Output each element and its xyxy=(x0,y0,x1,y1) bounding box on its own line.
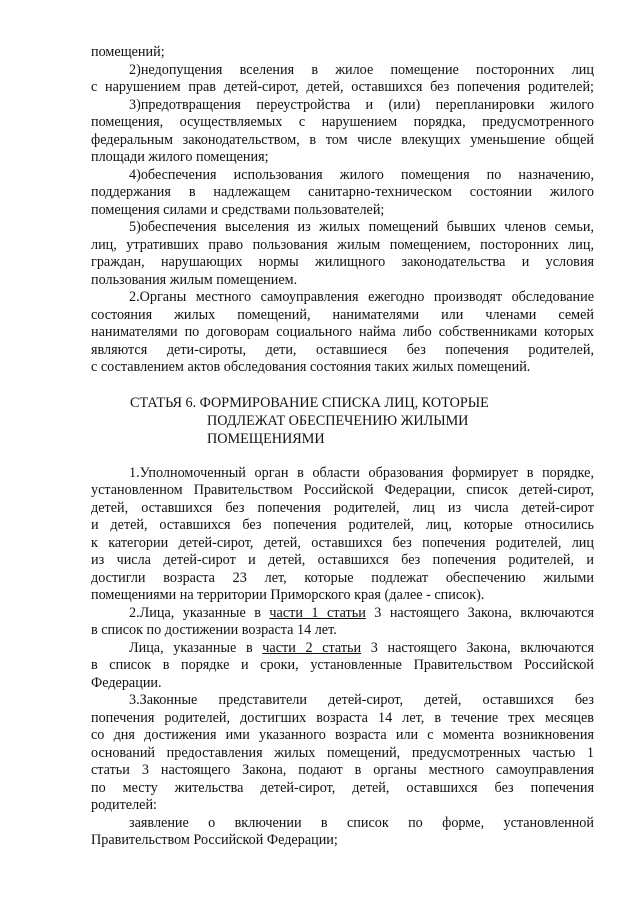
text-line: попечения родителей, достигших возраста 14 лет, в течение трех месяцев xyxy=(91,709,594,726)
text-line: нанимателями по договорам социального найма либо собственниками которых xyxy=(91,324,594,340)
article-heading: ПОМЕЩЕНИЯМИ xyxy=(207,430,325,447)
text-line: статьи 3 настоящего Закона, подают в органы местного самоуправления xyxy=(91,762,594,778)
text-line: в список в порядке и сроки, установленные Правительством Российской xyxy=(91,657,594,673)
text-line: оснований предоставления жилых помещений, предусмотренных частью 1 xyxy=(91,744,594,761)
text-line: Лица, указанные в части 2 статьи 3 настоящего Закона, включаются xyxy=(129,639,594,656)
text-line: с составлением актов обследования состояния таких жилых помещений. xyxy=(91,359,531,375)
text-line: достигли возраста 23 лет, которые подлежат обеспечению жилыми xyxy=(91,569,594,586)
text-line: пользования жилым помещением. xyxy=(91,271,298,288)
text-line: поддержания в надлежащем санитарно-техническом состоянии жилого xyxy=(91,184,594,200)
text-line: Федерации. xyxy=(91,674,162,691)
text-line: и детей, оставшихся без попечения родителей, лиц, которые относились xyxy=(91,517,594,533)
text-line: состояния жилых помещений, нанимателями или членами семей xyxy=(91,306,594,323)
text-line: с нарушением прав детей-сирот, детей, оставшихся без попечения родителей; xyxy=(91,79,594,95)
text-line: помещения силами и средствами пользователей; xyxy=(91,201,385,218)
text-line: в список по достижении возраста 14 лет. xyxy=(91,622,337,638)
text-line: из числа детей-сирот и детей, оставшихся без попечения родителей, и xyxy=(91,552,594,568)
text-line: помещения, осуществляемых с нарушением порядка, предусмотренного xyxy=(91,114,594,130)
article-heading: ПОДЛЕЖАТ ОБЕСПЕЧЕНИЮ ЖИЛЫМИ xyxy=(207,412,469,429)
text-line: 1.Уполномоченный орган в области образования формирует в порядке, xyxy=(129,464,594,481)
text-line: помещениями на территории Приморского края (далее - список). xyxy=(91,587,485,603)
text-line: со дня достижения ими указанного возраста или с момента возникновения xyxy=(91,727,594,743)
text-line: детей, оставшихся без попечения родителей, лиц из числа детей-сирот xyxy=(91,499,594,516)
text-line: родителей: xyxy=(91,797,157,813)
text-line: 2)недопущения вселения в жилое помещение посторонних лиц xyxy=(129,61,594,78)
document-body xyxy=(91,44,594,850)
text-line: установленном Правительством Российской Федерации, список детей-сирот, xyxy=(91,482,594,498)
text-line: 3.Законные представители детей-сирот, детей, оставшихся без xyxy=(129,692,594,708)
text-line: лиц, утративших право пользования жилым помещением, посторонних лиц, xyxy=(91,236,594,253)
text-line: 3)предотвращения переустройства и (или) перепланировки жилого xyxy=(129,96,594,113)
law-reference-link[interactable]: части 1 статьи xyxy=(269,604,366,621)
text-line: 4)обеспечения использования жилого помещения по назначению, xyxy=(129,166,594,183)
text-line: граждан, нарушающих нормы жилищного законодательства и условия xyxy=(91,254,594,270)
text-line: 2.Лица, указанные в части 1 статьи 3 настоящего Закона, включаются xyxy=(129,604,594,621)
text-line: 5)обеспечения выселения из жилых помещений бывших членов семьи, xyxy=(129,219,594,235)
text-line: помещений; xyxy=(91,44,165,60)
text-line: 2.Органы местного самоуправления ежегодно производят обследование xyxy=(129,289,594,305)
text-line: площади жилого помещения; xyxy=(91,149,269,165)
law-reference-link[interactable]: части 2 статьи xyxy=(262,639,362,656)
text-line: Правительством Российской Федерации; xyxy=(91,832,338,848)
text-line: заявление о включении в список по форме, установленной xyxy=(129,814,594,831)
text-line: являются дети-сироты, дети, оставшиеся без попечения родителей, xyxy=(91,341,594,358)
text-line: федеральным законодательством, в том числе влекущих уменьшение общей xyxy=(91,131,594,148)
article-heading: СТАТЬЯ 6. ФОРМИРОВАНИЕ СПИСКА ЛИЦ, КОТОРЫЕ xyxy=(130,394,489,411)
text-line: по месту жительства детей-сирот, детей, оставшихся без попечения xyxy=(91,779,594,796)
text-line: к категории детей-сирот, детей, оставшихся без попечения родителей, лиц xyxy=(91,534,594,551)
